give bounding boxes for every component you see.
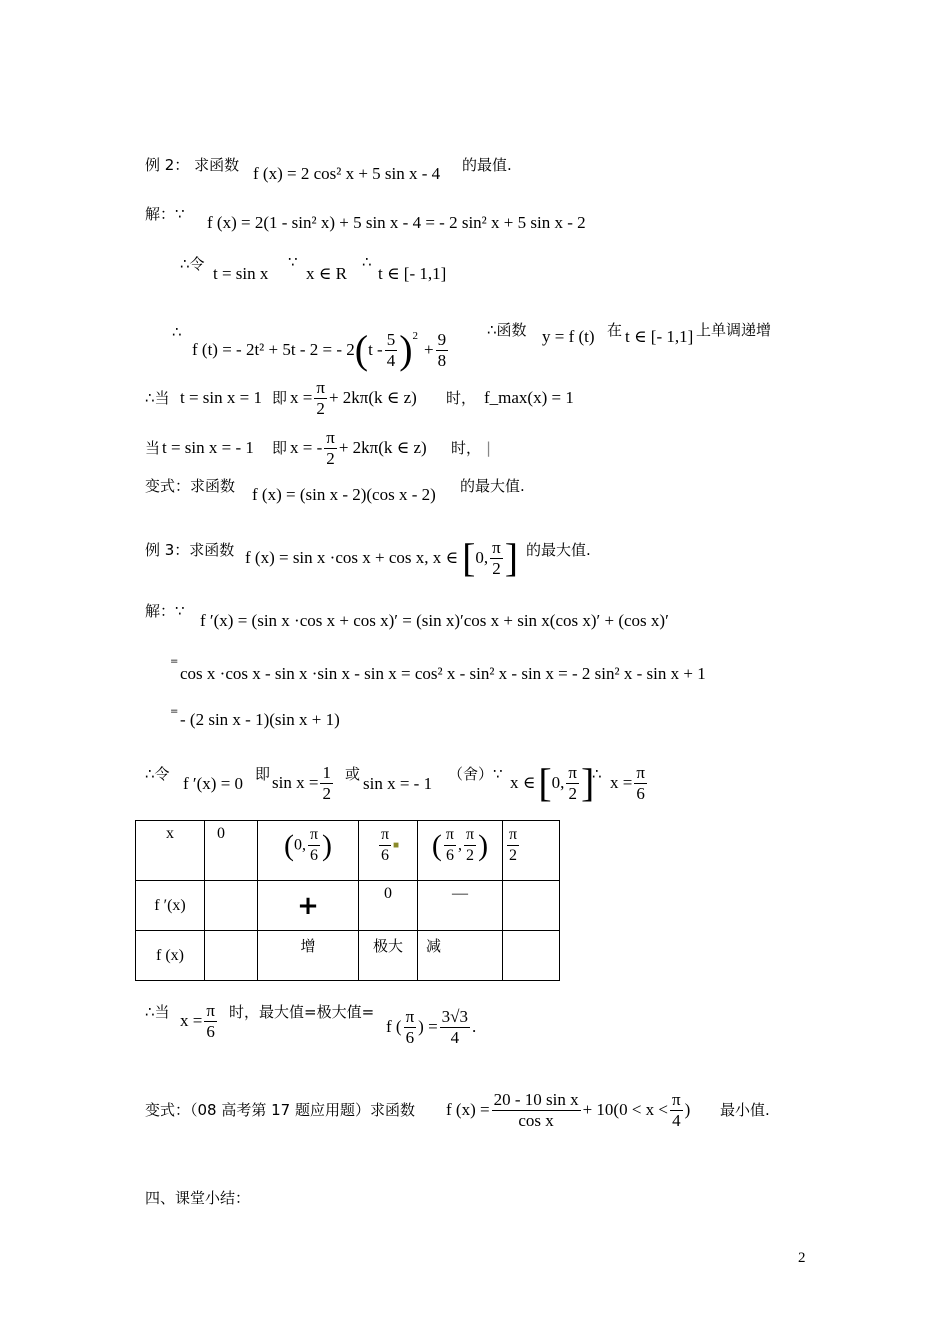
- sol2-l4-fmax: f_max(x) = 1: [484, 388, 574, 407]
- sol3-eq-mark-2: =: [170, 706, 179, 717]
- var3-rest: + 10(0 < x <: [582, 1100, 669, 1119]
- frac-result-num: 3√3: [441, 1006, 469, 1026]
- sol3-line3: - (2 sin x - 1)(sin x + 1): [180, 710, 340, 729]
- cell-empty-4: [503, 931, 560, 981]
- ex3-formula-text: f (x) = sin x ·cos x + cos x, x ∈: [245, 548, 459, 567]
- sol2-x-in-r: x ∈ R: [306, 264, 347, 283]
- sol2-l4-t: t = sin x = 1: [180, 388, 262, 407]
- tiny-dot: ■: [393, 840, 400, 851]
- sol3-l4-bracket-left: [: [538, 760, 552, 805]
- frac-pi-2-d-den: 2: [568, 783, 577, 803]
- right-paren: ): [399, 327, 413, 372]
- sol2-l3-suffix: 上单调递增: [696, 321, 772, 339]
- frac-pi-6-c: [204, 1001, 217, 1042]
- frac-pi-6-d: [404, 1007, 417, 1048]
- cell-f-label-text: f (x): [156, 946, 184, 964]
- cell-increase: [258, 931, 359, 981]
- var3-suffix: 最小值.: [720, 1101, 770, 1119]
- sol2-l5-prefix: 当: [145, 439, 161, 457]
- frac-pi-2-a-num: π: [316, 377, 325, 397]
- var3-close: ): [684, 1100, 691, 1119]
- sol2-l3-y: y = f (t): [542, 327, 595, 346]
- sol3-l4-bracket-right: ]: [581, 760, 595, 805]
- ex3-interval: 0,: [475, 548, 489, 567]
- var3-label: 变式：（08 高考第 17 题应用题）求函数: [145, 1101, 415, 1119]
- cell-deriv-zero: [359, 881, 418, 931]
- frac-pi-6-d-num: π: [405, 1006, 415, 1026]
- frac-1-2: [320, 763, 333, 804]
- sol2-l4-x: x =: [290, 388, 313, 407]
- sol2-l5-ji: 即: [272, 439, 288, 457]
- frac-pi-6-c-den: 6: [206, 1021, 215, 1041]
- ex2-formula: f (x) = 2 cos² x + 5 sin x - 4: [253, 164, 441, 183]
- sol3-l4-sin: [272, 760, 335, 806]
- cell-zero-text: 0: [217, 825, 225, 842]
- cell-plus: [258, 881, 359, 931]
- frac-pi-6-t1-num: π: [308, 825, 320, 846]
- cell-decrease: [418, 931, 503, 981]
- frac-pi-2-b-num: π: [326, 427, 335, 447]
- var2-label: 变式：求函数: [145, 477, 236, 495]
- sol2-let-t: t = sin x: [213, 264, 269, 283]
- frac-pi-6-a: [634, 763, 647, 804]
- var2-suffix: 的最大值.: [460, 477, 525, 495]
- sol2-l4-formula: [290, 375, 417, 421]
- cell-plus-text: +: [297, 890, 319, 921]
- sol3-l4-xeq: [610, 760, 649, 806]
- frac-pi-2-c-num: π: [492, 537, 501, 557]
- sol3-eq-mark-1: =: [170, 656, 179, 667]
- paren-r2: ): [478, 828, 489, 862]
- frac-pi-6-t3: [444, 825, 456, 866]
- sol2-l5-shi: 时，: [451, 439, 482, 457]
- frac-var3-den: cos x: [518, 1110, 554, 1130]
- cell-empty-1: [205, 881, 258, 931]
- sol2-l4-rest: + 2kπ(k ∈ z): [328, 388, 417, 407]
- frac-pi-2-c: [490, 538, 503, 579]
- frac-pi-2-t4-den: 2: [466, 847, 475, 864]
- cell-pi-6: [359, 821, 418, 881]
- frac-9-8: [436, 330, 449, 371]
- frac-pi-6-c-num: π: [206, 1000, 215, 1020]
- frac-pi-2-d: [566, 763, 579, 804]
- frac-pi-6-t2-num: π: [379, 825, 391, 846]
- frac-pi-2-c-den: 2: [492, 558, 501, 578]
- cell-deriv-label: [136, 881, 205, 931]
- ex2-suffix: 的最值.: [462, 156, 512, 174]
- monotonicity-table: [135, 820, 560, 981]
- frac-pi-2-t5: [507, 825, 519, 866]
- cell-interval-2: [418, 821, 503, 881]
- frac-pi-6-t1: [308, 825, 320, 866]
- cell-empty-3: [205, 931, 258, 981]
- ex3-bracket-right: ]: [504, 535, 519, 580]
- frac-pi-6-t2: [379, 825, 391, 866]
- concl-fclose: ) =: [418, 1017, 438, 1036]
- cell-pi-2: [503, 821, 560, 881]
- sol3-l4-int: 0,: [551, 773, 565, 792]
- cell-f-label: [136, 931, 205, 981]
- sol2-l3-t-range: t ∈ [- 1,1]: [625, 327, 694, 346]
- ex3-suffix: 的最大值.: [526, 541, 591, 559]
- frac-5-4-num: 5: [386, 329, 396, 349]
- concl-x-text: x =: [180, 1011, 203, 1030]
- sol2-l3-func-label: ∴函数: [487, 321, 527, 339]
- cell-empty-2: [503, 881, 560, 931]
- sol3-l4-prefix: ∴令: [145, 765, 170, 783]
- cell-increase-text: 增: [300, 937, 316, 955]
- frac-result: [440, 1007, 470, 1048]
- page-number: 2: [798, 1250, 806, 1266]
- sol2-let-label: ∴令: [180, 255, 205, 273]
- paren-l: (: [283, 828, 294, 862]
- sol2-l5-bar: |: [486, 439, 492, 457]
- concl-f: [386, 1004, 476, 1050]
- sol3-line2: cos x ·cos x - sin x ·sin x - sin x = cos² x - sin² x - sin x = - 2 sin² x - sin x + 1: [180, 664, 706, 683]
- frac-pi-2-b-den: 2: [326, 448, 335, 468]
- sol2-l3-prefix: ∴: [172, 323, 182, 341]
- sol2-l5-t: t = sin x = - 1: [162, 438, 254, 457]
- sol3-l4-sin-text: sin x =: [272, 773, 319, 792]
- cell-minus: [418, 881, 503, 931]
- concl-f-text: f (: [386, 1017, 402, 1036]
- frac-1-2-num: 1: [322, 762, 331, 782]
- frac-pi-2-d-num: π: [568, 762, 578, 782]
- sol2-l3-formula: [192, 325, 450, 375]
- frac-5-4: [385, 330, 398, 371]
- ex3-label: 例 3：求函数: [145, 541, 235, 559]
- var2-formula: f (x) = (sin x - 2)(cos x - 2): [252, 485, 436, 504]
- sol3-l4-deriv: f ′(x) = 0: [183, 774, 244, 793]
- sol2-l3-part-a: f (t) = - 2t² + 5t - 2 = - 2: [192, 340, 355, 359]
- frac-pi-2-a: [314, 378, 327, 419]
- frac-var3: [492, 1090, 581, 1131]
- frac-pi-2-t4-num: π: [464, 825, 476, 846]
- sol2-l4-prefix: ∴当: [145, 389, 170, 407]
- frac-result-den: 4: [450, 1027, 460, 1047]
- cell-interval-1-text: 0,: [293, 836, 306, 854]
- cell-max: [359, 931, 418, 981]
- sol3-l4-x: x ∈: [510, 773, 536, 792]
- sol2-l5-formula: [290, 425, 427, 471]
- comma: ,: [458, 836, 462, 854]
- frac-pi-6-a-den: 6: [636, 783, 645, 803]
- frac-pi-4-den: 4: [672, 1110, 681, 1130]
- cell-minus-text: —: [452, 885, 468, 902]
- frac-var3-num: 20 - 10 sin x: [493, 1089, 579, 1109]
- sol3-l4-sin2: sin x = - 1: [363, 774, 433, 793]
- cell-deriv-zero-text: 0: [384, 885, 392, 902]
- sol2-l5-rest: + 2kπ(k ∈ z): [338, 438, 427, 457]
- sol3-label: 解：∵: [145, 602, 185, 620]
- sol2-line1: f (x) = 2(1 - sin² x) + 5 sin x - 4 = - 2 sin² x + 5 sin x - 2: [207, 213, 586, 232]
- var3-f: f (x) =: [446, 1100, 490, 1119]
- cell-x-text: x: [166, 825, 174, 842]
- sol2-l3-sq: 2: [412, 330, 419, 342]
- concl-prefix: ∴当: [145, 1003, 170, 1021]
- cell-zero: [205, 821, 258, 881]
- concl-x: [180, 998, 219, 1044]
- concl-mid: 时，最大值=极大值=: [229, 1003, 375, 1021]
- sol2-l3-paren-a: t -: [368, 340, 383, 359]
- sol2-l4-shi: 时，: [446, 389, 477, 407]
- cell-deriv-label-text: f ′(x): [154, 896, 186, 914]
- paren-l2: (: [431, 828, 442, 862]
- sol3-l4-ji: 即: [255, 765, 271, 783]
- sol3-l4-or: 或: [345, 765, 361, 783]
- sol2-therefore: ∴: [362, 253, 372, 271]
- ex3-bracket-left: [: [462, 535, 476, 580]
- sol2-l4-ji: 即: [272, 389, 288, 407]
- cell-interval-1: [258, 821, 359, 881]
- frac-pi-2-a-den: 2: [316, 398, 325, 418]
- sol3-l4-interval: [510, 760, 594, 806]
- frac-pi-4: [670, 1090, 683, 1131]
- frac-pi-6-a-num: π: [636, 762, 645, 782]
- sol3-l4-she: （舍）∵: [448, 765, 503, 783]
- concl-dot: .: [472, 1017, 477, 1036]
- sol3-l4-xeq-text: x =: [610, 773, 633, 792]
- frac-pi-6-t1-den: 6: [309, 847, 318, 864]
- sol3-line1: f ′(x) = (sin x ·cos x + cos x)′ = (sin x)′cos x + sin x(cos x)′ + (cos x)′: [200, 611, 669, 630]
- frac-pi-2-t5-num: π: [507, 825, 519, 846]
- cell-decrease-text: 减: [426, 937, 442, 955]
- frac-pi-2-b: [324, 428, 337, 469]
- cell-x-header: [136, 821, 205, 881]
- sol2-l3-zai: 在: [607, 321, 623, 339]
- sol2-t-range: t ∈ [- 1,1]: [378, 264, 447, 283]
- left-paren: (: [354, 327, 369, 372]
- var3-formula: [446, 1086, 690, 1134]
- frac-9-8-num: 9: [437, 329, 447, 349]
- frac-pi-2-t5-den: 2: [509, 847, 518, 864]
- summary-heading: 四、课堂小结：: [145, 1189, 251, 1207]
- frac-5-4-den: 4: [386, 350, 396, 370]
- sol2-l3-plus: +: [424, 340, 434, 359]
- frac-pi-6-t2-den: 6: [380, 847, 389, 864]
- frac-pi-6-t3-num: π: [444, 825, 456, 846]
- sol2-label: 解：∵: [145, 205, 185, 223]
- frac-pi-2-t4: [464, 825, 476, 866]
- frac-pi-6-t3-den: 6: [445, 847, 454, 864]
- frac-9-8-den: 8: [437, 350, 447, 370]
- sol2-l5-x: x = -: [290, 438, 323, 457]
- frac-1-2-den: 2: [322, 783, 331, 803]
- paren-r: ): [322, 828, 333, 862]
- sol2-because: ∵: [288, 253, 298, 271]
- sol3-l4-therefore: ∴: [592, 765, 602, 783]
- cell-max-text: 极大: [372, 937, 403, 955]
- ex3-formula: [245, 535, 518, 581]
- frac-pi-6-d-den: 6: [405, 1027, 415, 1047]
- frac-pi-4-num: π: [672, 1089, 681, 1109]
- ex2-label: 例 2： 求函数: [145, 156, 240, 174]
